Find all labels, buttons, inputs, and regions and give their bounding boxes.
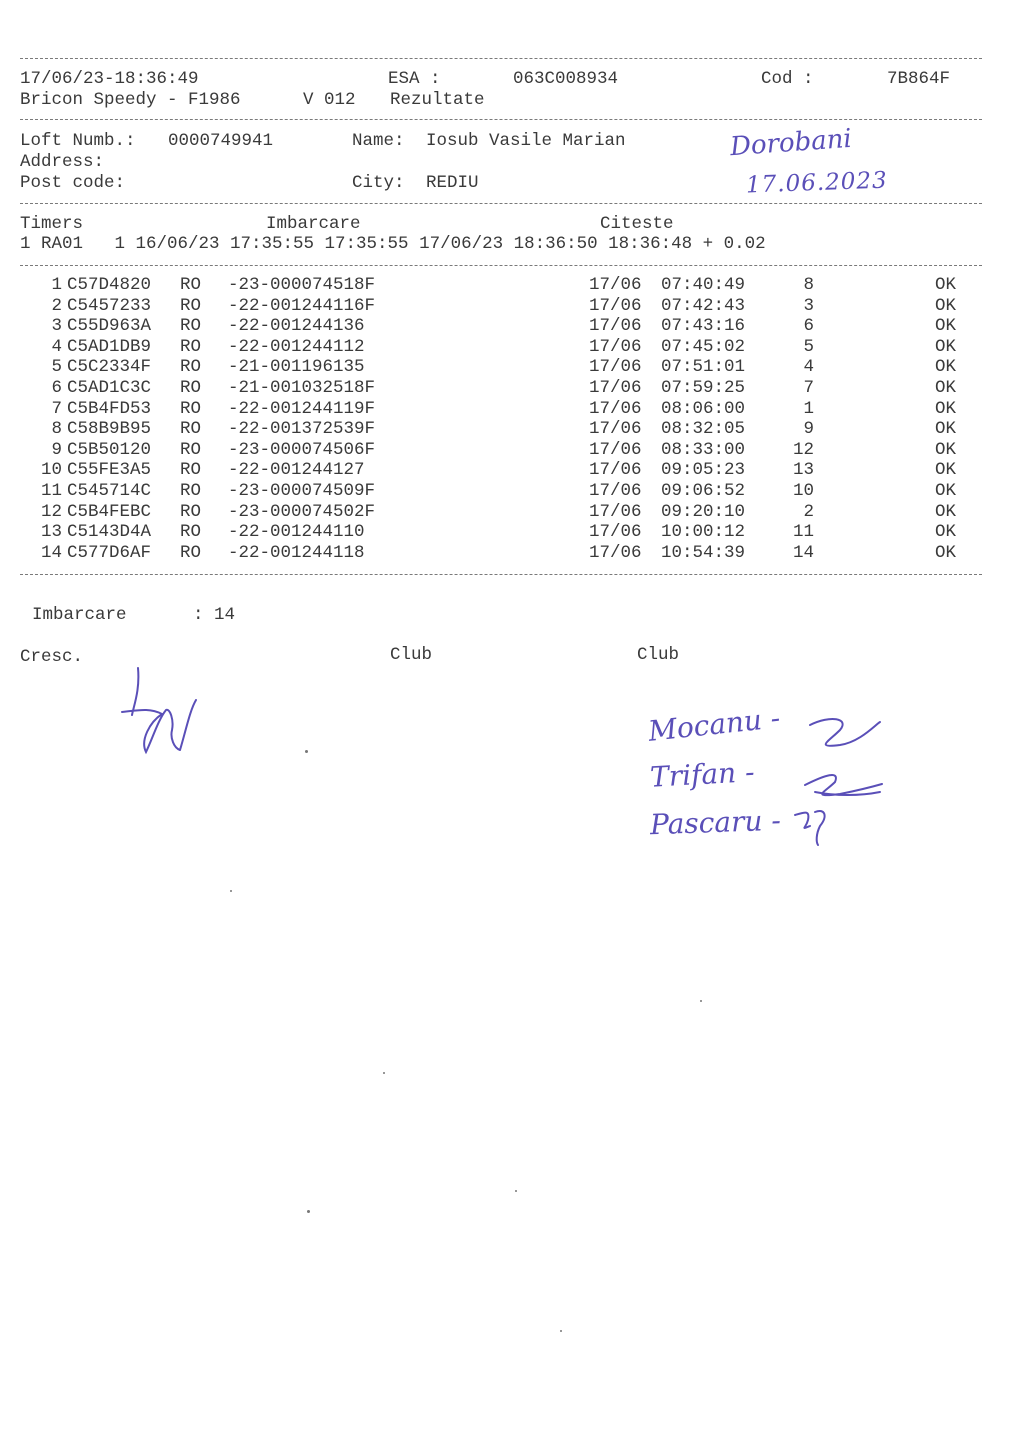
status: OK — [935, 522, 957, 543]
esa-value: 063C008934 — [513, 69, 619, 89]
ring-number: -23-000074518F — [228, 275, 376, 295]
chip-id: C5457233 — [67, 295, 152, 316]
country-code: RO — [180, 398, 202, 419]
status: OK — [935, 295, 957, 316]
chip-id: C5AD1C3C — [67, 378, 152, 398]
row-index: 6 — [51, 378, 62, 398]
arrival-time: 08:32:05 — [661, 419, 746, 440]
row-index: 3 — [51, 316, 62, 337]
position: 13 — [792, 460, 814, 481]
status: OK — [935, 542, 957, 563]
arrival-date: 17/06 — [589, 419, 642, 440]
loft-number: 0000749941 — [168, 131, 274, 151]
table-row — [0, 296, 1024, 317]
address-label: Address: — [20, 152, 105, 172]
chip-id: C5B4FD53 — [67, 398, 152, 419]
arrival-time: 10:00:12 — [661, 522, 746, 543]
row-index: 4 — [51, 336, 62, 357]
status: OK — [935, 419, 957, 440]
country-code: RO — [180, 275, 202, 295]
ring-number: -22-001244112 — [228, 336, 365, 357]
dashed-separator — [20, 265, 982, 266]
club-label-2: Club — [637, 645, 680, 665]
club-signatures-scribble — [780, 700, 900, 850]
country-code: RO — [180, 419, 202, 440]
position: 7 — [803, 378, 814, 398]
arrival-time: 07:51:01 — [661, 357, 746, 378]
table-row — [0, 275, 1024, 296]
report-type: Rezultate — [390, 90, 485, 110]
position: 12 — [792, 439, 814, 460]
scan-speck — [307, 1210, 310, 1213]
arrival-date: 17/06 — [589, 357, 642, 378]
fancier-name: Iosub Vasile Marian — [426, 131, 626, 151]
row-index: 2 — [51, 295, 62, 316]
arrival-time: 09:06:52 — [661, 481, 746, 501]
table-row — [0, 399, 1024, 420]
status: OK — [935, 275, 957, 295]
citeste-header: Citeste — [600, 214, 674, 234]
chip-id: C545714C — [67, 481, 152, 501]
row-index: 5 — [51, 357, 62, 378]
arrival-date: 17/06 — [589, 439, 642, 460]
cod-value: 7B864F — [887, 69, 951, 89]
city-value: REDIU — [426, 173, 479, 193]
row-index: 11 — [40, 481, 62, 501]
row-index: 1 — [51, 275, 62, 295]
arrival-date: 17/06 — [589, 542, 642, 563]
ring-number: -22-001244136 — [228, 316, 365, 337]
arrival-time: 10:54:39 — [661, 542, 746, 563]
row-index: 13 — [40, 522, 62, 543]
arrival-time: 07:59:25 — [661, 378, 746, 398]
country-code: RO — [180, 522, 202, 543]
ring-number: -22-001244127 — [228, 460, 365, 481]
country-code: RO — [180, 542, 202, 563]
handwritten-name-2: Trifan - — [649, 755, 756, 794]
arrival-time: 09:20:10 — [661, 501, 746, 522]
summary-imbarcare-label: Imbarcare — [32, 605, 127, 625]
table-row — [0, 316, 1024, 337]
position: 8 — [803, 275, 814, 295]
arrival-date: 17/06 — [589, 316, 642, 337]
ring-number: -22-001244118 — [228, 542, 365, 563]
arrival-date: 17/06 — [589, 398, 642, 419]
handwritten-place: Dorobani — [729, 123, 853, 163]
table-row — [0, 460, 1024, 481]
name-label: Name: — [352, 131, 405, 151]
timers-label: Timers — [20, 214, 84, 234]
chip-id: C57D4820 — [67, 275, 152, 295]
arrival-date: 17/06 — [589, 336, 642, 357]
position: 9 — [803, 419, 814, 440]
table-row — [0, 419, 1024, 440]
chip-id: C5AD1DB9 — [67, 336, 152, 357]
arrival-time: 08:33:00 — [661, 439, 746, 460]
report-datetime: 17/06/23-18:36:49 — [20, 69, 199, 89]
table-row — [0, 522, 1024, 543]
arrival-time: 08:06:00 — [661, 398, 746, 419]
position: 5 — [803, 336, 814, 357]
device-name: Bricon Speedy - F1986 — [20, 90, 241, 110]
country-code: RO — [180, 336, 202, 357]
dashed-separator — [20, 119, 982, 120]
country-code: RO — [180, 481, 202, 501]
ring-number: -23-000074506F — [228, 439, 376, 460]
chip-id: C5143D4A — [67, 522, 152, 543]
fancier-signature — [110, 660, 210, 760]
table-row — [0, 337, 1024, 358]
table-row — [0, 481, 1024, 502]
position: 11 — [792, 522, 814, 543]
table-row — [0, 440, 1024, 461]
club-label-1: Club — [390, 645, 433, 665]
country-code: RO — [180, 501, 202, 522]
position: 3 — [803, 295, 814, 316]
loft-label: Loft Numb.: — [20, 131, 136, 151]
position: 14 — [792, 542, 814, 563]
chip-id: C5B4FEBC — [67, 501, 152, 522]
imbarcare-header: Imbarcare — [266, 214, 361, 234]
scan-speck — [383, 1072, 385, 1074]
handwritten-name-3: Pascaru - — [649, 803, 782, 842]
arrival-time: 07:45:02 — [661, 336, 746, 357]
country-code: RO — [180, 316, 202, 337]
chip-id: C58B9B95 — [67, 419, 152, 440]
position: 10 — [792, 481, 814, 501]
ring-number: -23-000074502F — [228, 501, 376, 522]
handwritten-name-1: Mocanu - — [646, 701, 782, 748]
scan-speck — [515, 1190, 517, 1192]
postcode-label: Post code: — [20, 173, 126, 193]
table-row — [0, 543, 1024, 564]
arrival-date: 17/06 — [589, 460, 642, 481]
status: OK — [935, 481, 957, 501]
status: OK — [935, 316, 957, 337]
arrival-time: 09:05:23 — [661, 460, 746, 481]
arrival-time: 07:43:16 — [661, 316, 746, 337]
status: OK — [935, 336, 957, 357]
position: 4 — [803, 357, 814, 378]
ring-number: -22-001244116F — [228, 295, 376, 316]
ring-number: -22-001244110 — [228, 522, 365, 543]
ring-number: -22-001372539F — [228, 419, 376, 440]
city-label: City: — [352, 173, 405, 193]
device-version: V 012 — [303, 90, 356, 110]
ring-number: -22-001244119F — [228, 398, 376, 419]
country-code: RO — [180, 357, 202, 378]
scan-speck — [560, 1330, 562, 1332]
arrival-date: 17/06 — [589, 522, 642, 543]
country-code: RO — [180, 295, 202, 316]
status: OK — [935, 460, 957, 481]
arrival-time: 07:42:43 — [661, 295, 746, 316]
ring-number: -21-001032518F — [228, 378, 376, 398]
arrival-date: 17/06 — [589, 378, 642, 398]
arrival-date: 17/06 — [589, 295, 642, 316]
dashed-separator — [20, 574, 982, 575]
arrival-time: 07:40:49 — [661, 275, 746, 295]
chip-id: C55D963A — [67, 316, 152, 337]
arrival-date: 17/06 — [589, 501, 642, 522]
dashed-separator — [20, 58, 982, 59]
row-index: 12 — [40, 501, 62, 522]
position: 2 — [803, 501, 814, 522]
row-index: 8 — [51, 419, 62, 440]
status: OK — [935, 357, 957, 378]
status: OK — [935, 378, 957, 398]
chip-id: C5C2334F — [67, 357, 152, 378]
scan-speck — [230, 890, 232, 892]
chip-id: C55FE3A5 — [67, 460, 152, 481]
dashed-separator — [20, 203, 982, 204]
chip-id: C577D6AF — [67, 542, 152, 563]
handwritten-date: 17.06.2023 — [745, 167, 889, 199]
arrival-date: 17/06 — [589, 481, 642, 501]
table-row — [0, 357, 1024, 378]
chip-id: C5B50120 — [67, 439, 152, 460]
row-index: 14 — [40, 542, 62, 563]
position: 1 — [803, 398, 814, 419]
summary-imbarcare-count: : 14 — [193, 605, 236, 625]
row-index: 9 — [51, 439, 62, 460]
status: OK — [935, 439, 957, 460]
country-code: RO — [180, 439, 202, 460]
country-code: RO — [180, 378, 202, 398]
row-index: 10 — [40, 460, 62, 481]
cresc-label: Cresc. — [20, 647, 84, 667]
table-row — [0, 502, 1024, 523]
position: 6 — [803, 316, 814, 337]
timer-line: 1 RA01 1 16/06/23 17:35:55 17:35:55 17/06/23 18:36:50 18:36:48 + 0.02 — [20, 234, 766, 254]
cod-label: Cod : — [761, 69, 814, 89]
scan-speck — [305, 750, 308, 753]
arrival-date: 17/06 — [589, 275, 642, 295]
row-index: 7 — [51, 398, 62, 419]
table-row — [0, 378, 1024, 399]
esa-label: ESA : — [388, 69, 441, 89]
ring-number: -23-000074509F — [228, 481, 376, 501]
country-code: RO — [180, 460, 202, 481]
status: OK — [935, 398, 957, 419]
status: OK — [935, 501, 957, 522]
scan-speck — [700, 1000, 702, 1002]
ring-number: -21-001196135 — [228, 357, 365, 378]
